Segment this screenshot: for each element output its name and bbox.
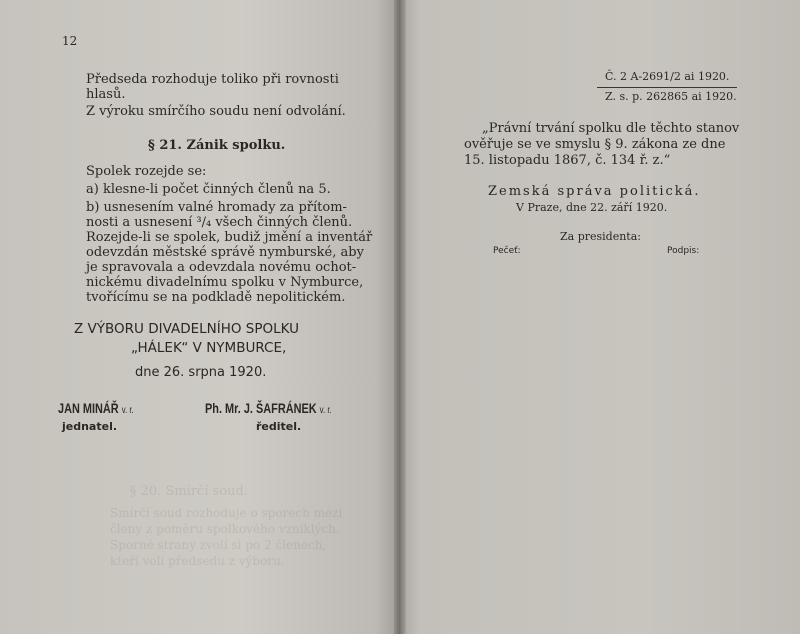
text-line: Spolek rozejde se: xyxy=(86,164,207,179)
committee-line: „HÁLEK“ V NYMBURCE, xyxy=(131,340,287,356)
text-line: hlasů. xyxy=(86,87,126,102)
place-date: V Praze, dne 22. září 1920. xyxy=(516,201,668,214)
signature-minar: JAN MINÁŘ v. r. xyxy=(58,400,134,416)
show-through-line: členy z poměru spolkového vzniklých. xyxy=(110,522,340,536)
quote-line: „Právní trvání spolku dle těchto stanov xyxy=(482,121,740,136)
text-line: je spravovala a odevzdala novému ochot- xyxy=(86,260,357,275)
reference-rule xyxy=(597,87,737,88)
reference-number: Č. 2 A-2691/2 ai 1920. xyxy=(605,70,730,83)
quote-line: 15. listopadu 1867, č. 134 ř. z.“ xyxy=(464,153,671,168)
text-line: Rozejde-li se spolek, budiž jmění a inventář xyxy=(86,230,373,245)
text-line: tvořícímu se na podkladě nepolitickém. xyxy=(86,290,346,305)
text-line: b) usnesením valné hromady za přítom- xyxy=(86,200,347,215)
quote-line: ověřuje se ve smyslu § 9. zákona ze dne xyxy=(464,137,726,152)
right-page xyxy=(400,0,800,634)
show-through-heading: § 20. Smírčí soud. xyxy=(130,484,248,499)
for-president-label: Za presidenta: xyxy=(560,230,641,243)
signature-role: jednatel. xyxy=(62,420,118,433)
text-line: odevzdán městské správě nymburské, aby xyxy=(86,245,364,260)
text-line: Předseda rozhoduje toliko při rovnosti xyxy=(86,72,339,87)
seal-label: Pečeť: xyxy=(493,246,521,256)
committee-line: Z VÝBORU DIVADELNÍHO SPOLKU xyxy=(74,321,300,337)
show-through-line: Sporné strany zvolí si po 2 členech, xyxy=(110,538,327,552)
show-through-line: Smírčí soud rozhoduje o sporech mezi xyxy=(110,506,343,520)
section-heading: § 21. Zánik spolku. xyxy=(148,138,286,153)
text-line: nickému divadelnímu spolku v Nymburce, xyxy=(86,275,364,290)
signature-role: ředitel. xyxy=(256,420,302,433)
authority-name: Zemská správa politická. xyxy=(488,184,701,199)
show-through-line: kteří volí předsedu z výboru. xyxy=(110,554,285,568)
text-line: Z výroku smírčího soudu není odvolání. xyxy=(86,104,346,119)
signature-safranek: Ph. Mr. J. ŠAFRÁNEK v. r. xyxy=(205,400,332,416)
book-gutter xyxy=(394,0,406,634)
document-date: dne 26. srpna 1920. xyxy=(135,365,267,380)
signature-label: Podpis: xyxy=(667,246,700,256)
text-line: nosti a usnesení ³/₄ všech činných členů. xyxy=(86,215,353,230)
text-line: a) klesne-li počet činných členů na 5. xyxy=(86,182,331,197)
reference-number: Z. s. p. 262865 ai 1920. xyxy=(605,90,737,103)
page-number: 12 xyxy=(62,34,78,48)
